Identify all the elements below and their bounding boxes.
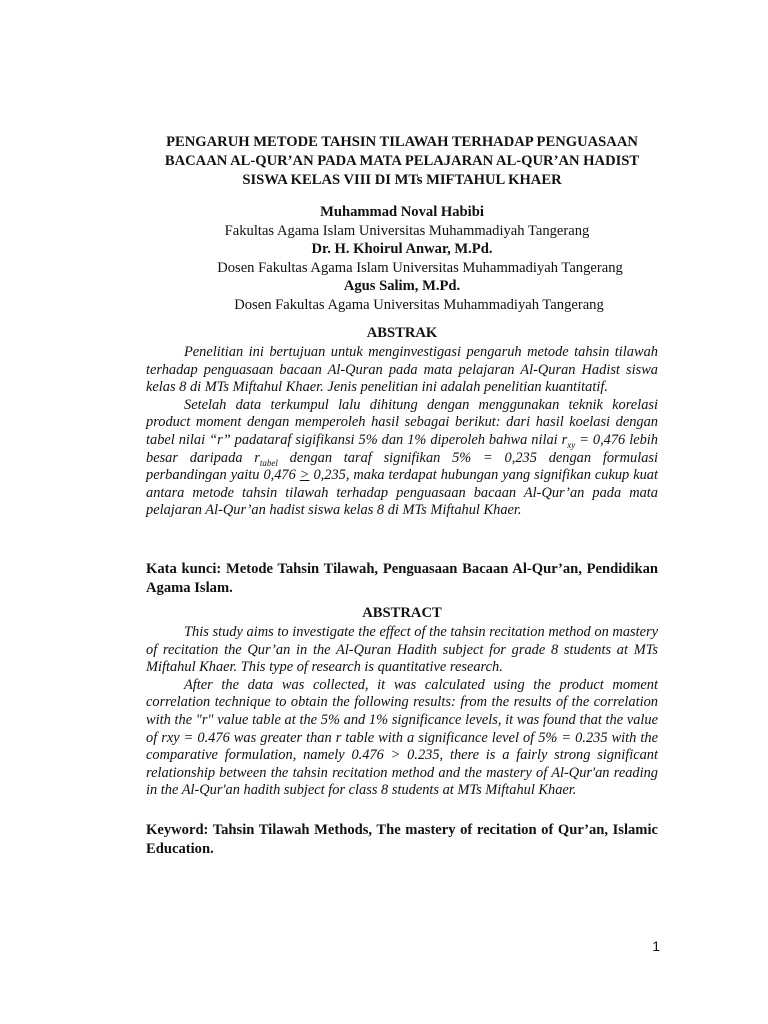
greater-equal-sign: > <box>299 467 310 484</box>
author-list <box>146 203 658 314</box>
abstrak-text: Setelah data terkumpul lalu dihitung dengan menggunakan teknik korelasi product moment dengan memperoleh hasil sebagai berikut: dari hasil koelasi dengan tabel nilai “r” padataraf sigifikansi 5% dan 1% diperoleh bahwa nilai r <box>146 396 658 448</box>
subscript-tabel: tabel <box>259 457 278 468</box>
abstract-keywords: Keyword: Tahsin Tilawah Methods, The mastery of recitation of Qur’an, Islamic Education. <box>146 822 658 857</box>
abstrak-heading: ABSTRAK <box>366 325 438 341</box>
title-line-3: SISWA KELAS VIII DI MTs MIFTAHUL KHAER <box>242 172 562 188</box>
author-affiliation: Dosen Fakultas Agama Universitas Muhammadiyah Tangerang <box>234 296 604 313</box>
title-line-1: PENGARUH METODE TAHSIN TILAWAH TERHADAP PENGUASAAN <box>166 134 638 150</box>
author-name: Muhammad Noval Habibi <box>320 204 484 220</box>
subscript-xy: xy <box>567 439 576 450</box>
paper-title <box>146 133 658 190</box>
abstrak-body <box>146 344 658 520</box>
title-line-2: BACAAN AL-QUR’AN PADA MATA PELAJARAN AL-QUR’AN HADIST <box>164 153 640 169</box>
abstrak-text: 0,235, maka terdapat hubungan yang signifikan cukup kuat antara metode tahsin tilawah terhadap penguasaan bacaan Al-Qur’an pada mata pelajaran Al-Qur’an hadist siswa kelas 8 di MTs Miftahul Khaer. <box>146 467 658 519</box>
page-number: 1 <box>652 938 660 954</box>
author-affiliation: Fakultas Agama Islam Universitas Muhammadiyah Tangerang <box>224 222 590 239</box>
author-name: Dr. H. Khoirul Anwar, M.Pd. <box>311 241 493 257</box>
abstrak-paragraph-2 <box>146 397 658 520</box>
abstract-body <box>146 624 658 800</box>
abstrak-paragraph-1: Penelitian ini bertujuan untuk menginvestigasi pengaruh metode tahsin tilawah terhadap penguasaan bacaan Al-Quran pada mata pelajaran Al-Quran Hadist siswa kelas 8 di MTs Miftahul Khaer. Jenis penelitian ini adalah penelitian kuantitatif. <box>146 344 658 396</box>
abstrak-text: = 0,476 lebih besar daripada r <box>146 431 658 466</box>
abstrak-text: dengan taraf signifikan 5% = 0,235 dengan formulasi perbandingan yaitu 0,476 <box>146 449 658 484</box>
abstrak-keywords: Kata kunci: Metode Tahsin Tilawah, Penguasaan Bacaan Al-Qur’an, Pendidikan Agama Islam. <box>146 561 658 596</box>
author-name: Agus Salim, M.Pd. <box>343 278 461 294</box>
abstract-heading: ABSTRACT <box>362 605 442 621</box>
author-affiliation: Dosen Fakultas Agama Islam Universitas Muhammadiyah Tangerang <box>217 259 623 276</box>
abstract-paragraph-1: This study aims to investigate the effect of the tahsin recitation method on mastery of recitation the Qur’an in the Al-Quran Hadith subject for grade 8 students at MTs Miftahul Khaer. This type of research is quantitative research. <box>146 624 658 676</box>
abstract-paragraph-2: After the data was collected, it was calculated using the product moment correlation technique to obtain the following results: from the results of the correlation with the "r" value table at the 5% and 1% significance levels, it was found that the value of rxy = 0.476 was greater than r table with a significance level of 5% = 0.235 with the comparative formulation, namely 0.476 > 0.235, there is a fairly strong significant relationship between the tahsin recitation method and the mastery of Al-Qur'an reading in the Al-Qur'an hadith subject for class 8 students at MTs Miftahul Khaer. <box>146 676 658 799</box>
